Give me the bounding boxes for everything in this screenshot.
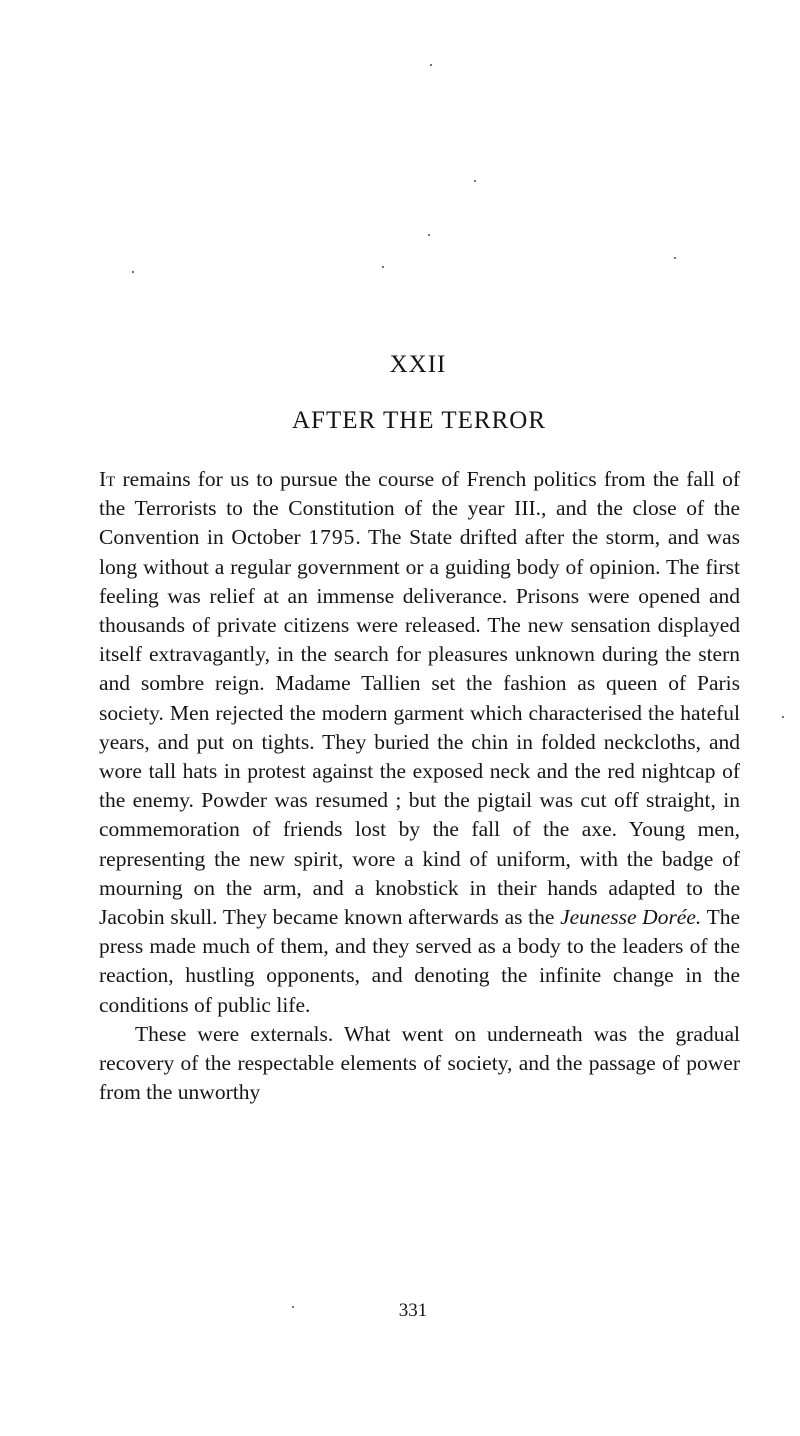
year-number: 1795	[308, 525, 356, 550]
body-text	[99, 465, 740, 1107]
lead-word: It	[99, 467, 116, 491]
print-speck	[474, 180, 476, 182]
print-speck	[428, 234, 430, 236]
page-number: 331	[398, 1300, 428, 1321]
print-speck	[430, 64, 432, 66]
paragraph: These were externals. What went on underneath was the gradual recovery of the respectable elements of society, and the passage of power from the unworthy	[99, 1021, 740, 1105]
chapter-number: XXII	[389, 351, 447, 378]
text-run: . The State drifted after the storm, and was long without a regular government or a guiding body of opinion. The first feeling was relief at an immense deliverance. Prisons were opened and thousands of private citizens were released. The new sensation displayed itself extravagantly, in the search for pleasures unknown during the stern and sombre reign. Madame Tallien set the fashion as queen of Paris society. Men rejected the modern garment which characterised the hateful years, and put on tights. They buried the chin in folded neckcloths, and wore tall hats in protest against the exposed neck and the red nightcap of the enemy. Powder was resumed ; but the pigtail was cut off straight, in commemoration of friends lost by the fall of the axe. Young men, representing the new spirit, wore a kind of uniform, with the badge of mourning on the arm, and a knobstick in their hands adapted to the Jacobin skull. They became known afterwards as the	[99, 525, 740, 930]
text-run: The press made much of them, and they served as a body to the leaders of the reaction, hustling opponents, and denoting the infinite change in the conditions of public life.	[99, 905, 740, 1017]
chapter-title: AFTER THE TERROR	[292, 407, 546, 434]
print-speck	[674, 257, 676, 259]
print-speck	[132, 271, 134, 273]
italic-term: Jeunesse Dorée.	[560, 905, 702, 930]
paragraph	[99, 465, 740, 1020]
text-run: remains for us to pursue the course of French politics from the fall of the Terrorists to the Constitution of the year III., and the close of the Convention in October	[99, 467, 740, 550]
print-speck	[382, 266, 384, 268]
print-speck	[782, 716, 784, 718]
